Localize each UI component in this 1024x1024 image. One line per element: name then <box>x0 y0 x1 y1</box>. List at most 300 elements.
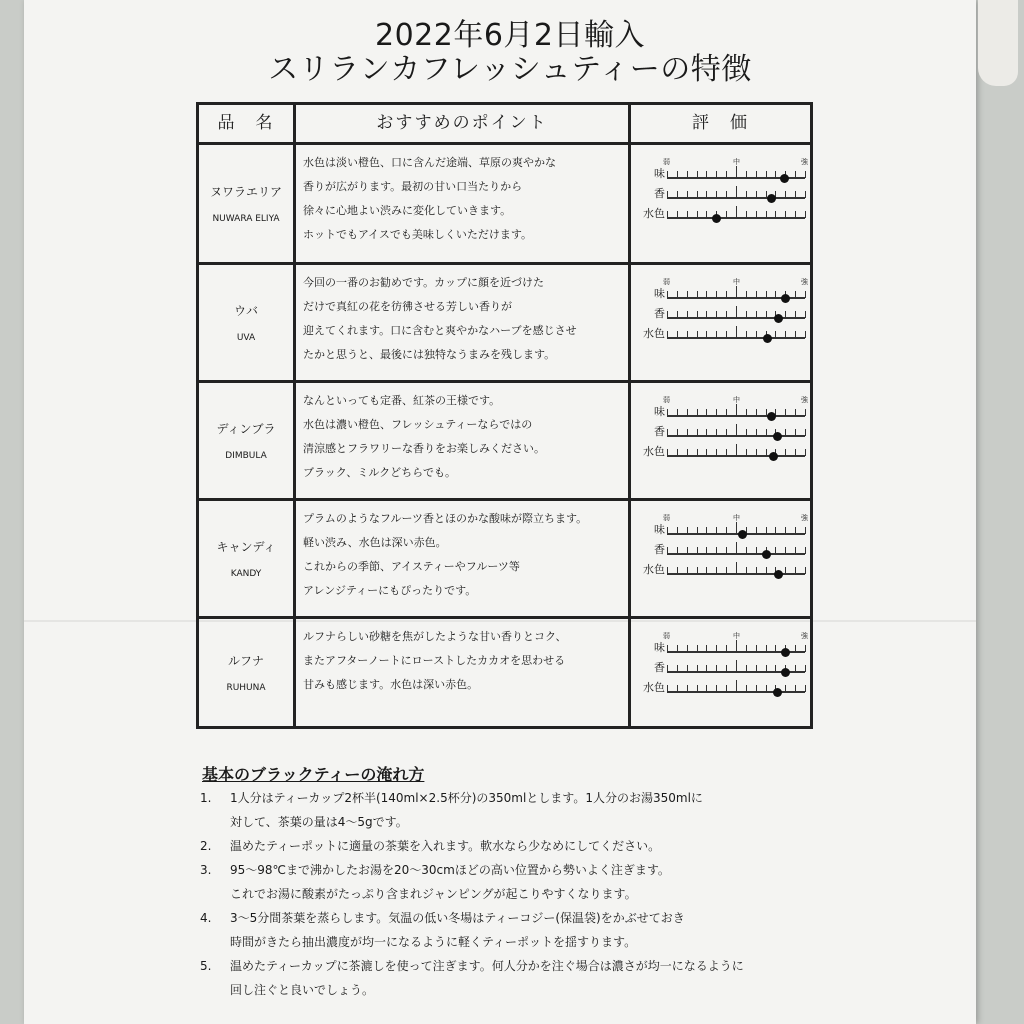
rating-marker <box>773 432 782 441</box>
scale-tick <box>736 166 737 178</box>
description-line: 軽い渋み、水色は深い赤色。 <box>303 536 447 549</box>
scale-tick <box>756 645 757 652</box>
rating-marker <box>712 214 721 223</box>
scale-tick <box>716 645 717 652</box>
description-line: 甘みも感じます。水色は深い赤色。 <box>303 678 479 691</box>
header-name: 品 名 <box>217 113 275 133</box>
scale-tick <box>736 680 737 692</box>
scale-tick <box>677 191 678 198</box>
rating-scale-row <box>635 287 811 301</box>
scale-tick <box>677 331 678 338</box>
description-line: 清涼感とフラワリーな香りをお楽しみください。 <box>303 442 545 455</box>
scale-tick <box>756 685 757 692</box>
scale-mid: 中 <box>733 632 740 640</box>
scale-tick <box>706 291 707 298</box>
scale-tick <box>746 171 747 178</box>
rating-scale-row <box>635 327 811 341</box>
rating-scale-row <box>635 445 811 459</box>
scale-tick <box>726 191 727 198</box>
scale-tick <box>677 665 678 672</box>
scale-tick <box>716 291 717 298</box>
scale-tick <box>746 191 747 198</box>
scale-tick <box>687 429 688 436</box>
step-number: 1. <box>200 791 212 805</box>
scale-tick <box>667 665 668 672</box>
scale-tick <box>687 211 688 218</box>
scale-tick <box>667 291 668 298</box>
scale-tick <box>756 211 757 218</box>
header-rating: 評 価 <box>692 113 749 133</box>
scale-tick <box>667 171 668 178</box>
rating-attribute-label: 香 <box>654 307 665 320</box>
step-line: 3～5分間茶葉を蒸らします。気温の低い冬場はティーコジー(保温袋)をかぶせておき <box>230 911 685 925</box>
scale-tick <box>756 291 757 298</box>
scale-tick <box>766 211 767 218</box>
scale-tick <box>805 211 806 218</box>
rating-attribute-label: 香 <box>654 661 665 674</box>
tea-name-jp: ウバ <box>233 304 258 318</box>
scale-mid: 中 <box>733 514 740 522</box>
scale-tick <box>785 429 786 436</box>
scale-tick <box>687 527 688 534</box>
scale-tick <box>795 645 796 652</box>
scale-high: 強 <box>801 278 808 286</box>
scale-tick <box>697 171 698 178</box>
scale-tick <box>775 171 776 178</box>
rating-marker <box>774 314 783 323</box>
scale-tick <box>766 291 767 298</box>
description-line: これからの季節、アイスティーやフルーツ等 <box>303 560 520 573</box>
scale-tick <box>677 409 678 416</box>
scale-tick <box>785 527 786 534</box>
description-line: 今回の一番のお勧めです。カップに顔を近づけた <box>303 276 545 289</box>
scale-tick <box>726 171 727 178</box>
table-row <box>199 619 810 726</box>
scale-tick <box>746 665 747 672</box>
tea-name-en: UVA <box>236 333 256 343</box>
description-line: 水色は濃い橙色、フレッシュティーならではの <box>303 418 533 431</box>
scale-tick <box>785 449 786 456</box>
step-line: 対して、茶葉の量は4～5gです。 <box>230 815 408 829</box>
scale-tick <box>785 685 786 692</box>
rating-scale-row <box>635 307 811 321</box>
scale-tick <box>706 685 707 692</box>
scale-tick <box>766 685 767 692</box>
scale-tick <box>687 449 688 456</box>
scale-tick <box>667 527 668 534</box>
scale-high: 強 <box>801 158 808 166</box>
brewing-step <box>200 834 900 858</box>
scale-tick <box>706 409 707 416</box>
rating-cell <box>635 501 811 616</box>
scale-tick <box>716 527 717 534</box>
scale-tick <box>667 645 668 652</box>
scale-tick <box>746 567 747 574</box>
scale-tick <box>785 211 786 218</box>
scale-tick <box>775 331 776 338</box>
description-line: ルフナらしい砂糖を焦がしたような甘い香りとコク、 <box>303 630 567 643</box>
rating-scale-line <box>667 553 805 555</box>
rating-marker <box>769 452 778 461</box>
rating-scale-row <box>635 405 811 419</box>
scale-tick <box>706 567 707 574</box>
scale-tick <box>697 429 698 436</box>
scale-tick <box>677 311 678 318</box>
scale-tick <box>697 211 698 218</box>
scale-tick <box>687 665 688 672</box>
scale-tick <box>687 685 688 692</box>
rating-attribute-label: 味 <box>654 287 665 300</box>
section-title: 基本のブラックティーの淹れ方 <box>202 765 425 784</box>
description-line: アレンジティーにもぴったりです。 <box>303 584 477 597</box>
scale-high: 強 <box>801 514 808 522</box>
scale-tick <box>805 645 806 652</box>
scale-tick <box>677 429 678 436</box>
scale-tick <box>805 191 806 198</box>
scale-mid: 中 <box>733 278 740 286</box>
tea-name-jp: ディンブラ <box>216 422 276 436</box>
rating-cell <box>635 145 811 262</box>
step-number: 4. <box>200 911 212 925</box>
rating-attribute-label: 水色 <box>643 681 665 694</box>
tea-name-en: NUWARA ELIYA <box>212 214 280 224</box>
scale-tick <box>667 191 668 198</box>
scale-tick <box>667 685 668 692</box>
scale-tick <box>697 527 698 534</box>
scale-tick <box>726 645 727 652</box>
scale-tick <box>785 311 786 318</box>
scale-tick <box>716 685 717 692</box>
scale-tick <box>687 409 688 416</box>
scale-tick <box>805 567 806 574</box>
scale-tick <box>667 211 668 218</box>
tea-name-cell <box>199 145 293 262</box>
rating-marker <box>773 688 782 697</box>
scale-tick <box>805 547 806 554</box>
scale-tick <box>716 311 717 318</box>
scale-tick <box>775 547 776 554</box>
scale-tick <box>697 645 698 652</box>
rating-marker <box>767 412 776 421</box>
rating-scale-line <box>667 177 805 179</box>
scale-tick <box>785 191 786 198</box>
description-line: プラムのようなフルーツ香とほのかな酸味が際立ちます。 <box>303 512 588 525</box>
scale-tick <box>726 429 727 436</box>
scale-tick <box>706 547 707 554</box>
rating-marker <box>781 648 790 657</box>
document-title-date: 2022年6月2日輸入 <box>374 18 646 53</box>
scale-tick <box>716 567 717 574</box>
scale-tick <box>667 409 668 416</box>
scale-tick <box>775 291 776 298</box>
scale-tick <box>805 409 806 416</box>
step-line: これでお湯に酸素がたっぷり含まれジャンピングが起こりやすくなります。 <box>230 887 637 901</box>
rating-scale-row <box>635 681 811 695</box>
scale-tick <box>795 311 796 318</box>
scale-tick <box>706 429 707 436</box>
description-line: ブラック、ミルクどちらでも。 <box>303 466 457 479</box>
scale-tick <box>756 449 757 456</box>
tea-name-cell <box>199 265 293 380</box>
step-number: 5. <box>200 959 212 973</box>
scale-tick <box>756 409 757 416</box>
scale-tick <box>726 685 727 692</box>
tea-name-jp: キャンディ <box>216 540 276 554</box>
scale-low: 弱 <box>663 514 670 522</box>
scale-tick <box>805 331 806 338</box>
rating-scale-line <box>667 415 805 417</box>
rating-scale-line <box>667 691 805 693</box>
scale-tick <box>687 645 688 652</box>
scale-tick <box>677 567 678 574</box>
scale-tick <box>775 211 776 218</box>
rating-marker <box>781 294 790 303</box>
scale-low: 弱 <box>663 158 670 166</box>
scale-high: 強 <box>801 396 808 404</box>
tea-name-jp: ルフナ <box>227 654 264 668</box>
scale-tick <box>746 645 747 652</box>
rating-cell <box>635 383 811 498</box>
tea-name-en: DIMBULA <box>225 451 267 461</box>
scale-tick <box>677 291 678 298</box>
scale-tick <box>766 429 767 436</box>
rating-attribute-label: 香 <box>654 543 665 556</box>
scale-tick <box>736 326 737 338</box>
scale-tick <box>697 685 698 692</box>
rating-scale-line <box>667 533 805 535</box>
rating-attribute-label: 味 <box>654 405 665 418</box>
scale-tick <box>795 527 796 534</box>
document-title: スリランカフレッシュティーの特徴 <box>268 52 752 87</box>
rating-marker <box>774 570 783 579</box>
scale-tick <box>726 449 727 456</box>
scale-tick <box>805 291 806 298</box>
step-number: 2. <box>200 839 212 853</box>
rating-scale-row <box>635 563 811 577</box>
scale-tick <box>667 449 668 456</box>
scale-tick <box>805 171 806 178</box>
scale-tick <box>805 665 806 672</box>
scale-tick <box>736 306 737 318</box>
scale-tick <box>706 211 707 218</box>
scale-tick <box>706 171 707 178</box>
rating-attribute-label: 水色 <box>643 327 665 340</box>
scale-tick <box>726 211 727 218</box>
scale-tick <box>756 527 757 534</box>
scale-tick <box>697 665 698 672</box>
rating-marker <box>781 668 790 677</box>
scale-tick <box>795 429 796 436</box>
scale-tick <box>697 311 698 318</box>
scale-tick <box>697 409 698 416</box>
scale-tick <box>785 331 786 338</box>
rating-scale-line <box>667 217 805 219</box>
rating-scale-line <box>667 317 805 319</box>
scale-tick <box>746 449 747 456</box>
scale-tick <box>805 685 806 692</box>
rating-scale-row <box>635 425 811 439</box>
scale-tick <box>766 449 767 456</box>
scale-tick <box>726 547 727 554</box>
scale-tick <box>697 567 698 574</box>
scale-tick <box>716 171 717 178</box>
scale-tick <box>697 331 698 338</box>
scale-tick <box>716 547 717 554</box>
step-line: 95～98℃まで沸かしたお湯を20～30cmほどの高い位置から勢いよく注ぎます。 <box>230 863 670 877</box>
rating-attribute-label: 水色 <box>643 207 665 220</box>
scale-tick <box>795 171 796 178</box>
scale-mid: 中 <box>733 158 740 166</box>
rating-scale-row <box>635 523 811 537</box>
scale-tick <box>746 331 747 338</box>
scale-tick <box>795 685 796 692</box>
rating-marker <box>763 334 772 343</box>
description-line: またアフターノートにローストしたカカオを思わせる <box>303 654 566 667</box>
brewing-step <box>200 954 900 1002</box>
rating-attribute-label: 水色 <box>643 563 665 576</box>
scale-tick <box>805 527 806 534</box>
scale-tick <box>736 424 737 436</box>
scale-tick <box>756 171 757 178</box>
scale-tick <box>667 547 668 554</box>
step-line: 温めたティーポットに適量の茶葉を入れます。軟水なら少なめにしてください。 <box>230 839 661 853</box>
table-row <box>199 265 810 383</box>
description-line: ホットでもアイスでも美味しくいただけます。 <box>303 228 533 241</box>
rating-scale-line <box>667 197 805 199</box>
scale-tick <box>756 547 757 554</box>
rating-scale-line <box>667 671 805 673</box>
scale-tick <box>706 191 707 198</box>
scale-tick <box>756 311 757 318</box>
header-points: おすすめのポイント <box>376 113 548 133</box>
rating-scale-row <box>635 167 811 181</box>
scale-tick <box>697 449 698 456</box>
scale-tick <box>746 547 747 554</box>
table-row <box>199 501 810 619</box>
scale-tick <box>756 331 757 338</box>
tape-piece <box>978 0 1018 86</box>
scale-tick <box>706 527 707 534</box>
scale-tick <box>677 211 678 218</box>
rating-attribute-label: 水色 <box>643 445 665 458</box>
scale-low: 弱 <box>663 396 670 404</box>
rating-scale-line <box>667 573 805 575</box>
scale-tick <box>766 527 767 534</box>
scale-tick <box>697 291 698 298</box>
scale-tick <box>746 291 747 298</box>
scale-tick <box>795 331 796 338</box>
rating-cell <box>635 265 811 380</box>
scale-tick <box>795 665 796 672</box>
rating-cell <box>635 619 811 726</box>
brewing-steps <box>200 786 900 1002</box>
scale-tick <box>785 547 786 554</box>
scale-tick <box>726 409 727 416</box>
scale-tick <box>736 522 737 534</box>
scale-tick <box>795 449 796 456</box>
rating-scale-row <box>635 661 811 675</box>
description-line: 水色は淡い橙色、口に含んだ途端、草原の爽やかな <box>303 156 556 169</box>
scale-tick <box>716 665 717 672</box>
rating-attribute-label: 味 <box>654 523 665 536</box>
scale-tick <box>667 567 668 574</box>
scale-tick <box>706 331 707 338</box>
scale-tick <box>736 660 737 672</box>
scale-tick <box>736 404 737 416</box>
scale-tick <box>677 547 678 554</box>
description-line: 徐々に心地よい渋みに変化していきます。 <box>303 204 512 217</box>
tea-name-jp: ヌワラエリア <box>209 185 282 199</box>
table-header <box>199 105 810 145</box>
rating-scale-row <box>635 543 811 557</box>
description-line: だけで真紅の花を彷彿させる芳しい香りが <box>303 300 512 313</box>
scale-tick <box>805 311 806 318</box>
scale-tick <box>716 409 717 416</box>
step-number: 3. <box>200 863 212 877</box>
rating-scale-line <box>667 297 805 299</box>
scale-tick <box>795 409 796 416</box>
rating-scale-row <box>635 641 811 655</box>
scale-tick <box>667 429 668 436</box>
scale-tick <box>677 685 678 692</box>
scale-tick <box>795 211 796 218</box>
step-line: 温めたティーカップに茶漉しを使って注ぎます。何人分かを注ぐ場合は濃さが均一になるように <box>230 959 744 973</box>
scale-mid: 中 <box>733 396 740 404</box>
scale-tick <box>736 206 737 218</box>
scale-tick <box>756 567 757 574</box>
description-line: 迎えてくれます。口に含むと爽やかなハーブを感じさせ <box>303 324 577 337</box>
scale-tick <box>736 444 737 456</box>
brewing-step <box>200 906 900 954</box>
scale-tick <box>746 685 747 692</box>
rating-scale-line <box>667 337 805 339</box>
scale-tick <box>805 429 806 436</box>
scale-tick <box>687 291 688 298</box>
scale-tick <box>736 542 737 554</box>
table-row <box>199 145 810 265</box>
tea-comparison-table <box>196 102 813 729</box>
tea-name-cell <box>199 619 293 726</box>
rating-attribute-label: 味 <box>654 167 665 180</box>
scale-tick <box>766 645 767 652</box>
brewing-step <box>200 858 900 906</box>
scale-tick <box>697 191 698 198</box>
tea-name-cell <box>199 501 293 616</box>
recommendation-text <box>303 151 623 247</box>
scale-low: 弱 <box>663 632 670 640</box>
scale-tick <box>736 640 737 652</box>
rating-marker <box>780 174 789 183</box>
recommendation-text <box>303 271 623 367</box>
rating-attribute-label: 味 <box>654 641 665 654</box>
scale-tick <box>766 665 767 672</box>
scale-low: 弱 <box>663 278 670 286</box>
rating-marker <box>762 550 771 559</box>
scale-tick <box>726 331 727 338</box>
scale-tick <box>706 665 707 672</box>
recommendation-text <box>303 389 623 485</box>
scale-tick <box>677 449 678 456</box>
scale-tick <box>667 331 668 338</box>
scale-tick <box>736 286 737 298</box>
rating-scale-line <box>667 455 805 457</box>
table-row <box>199 383 810 501</box>
scale-high: 強 <box>801 632 808 640</box>
brewing-step <box>200 786 900 834</box>
scale-tick <box>756 665 757 672</box>
scale-tick <box>785 409 786 416</box>
scale-tick <box>746 311 747 318</box>
